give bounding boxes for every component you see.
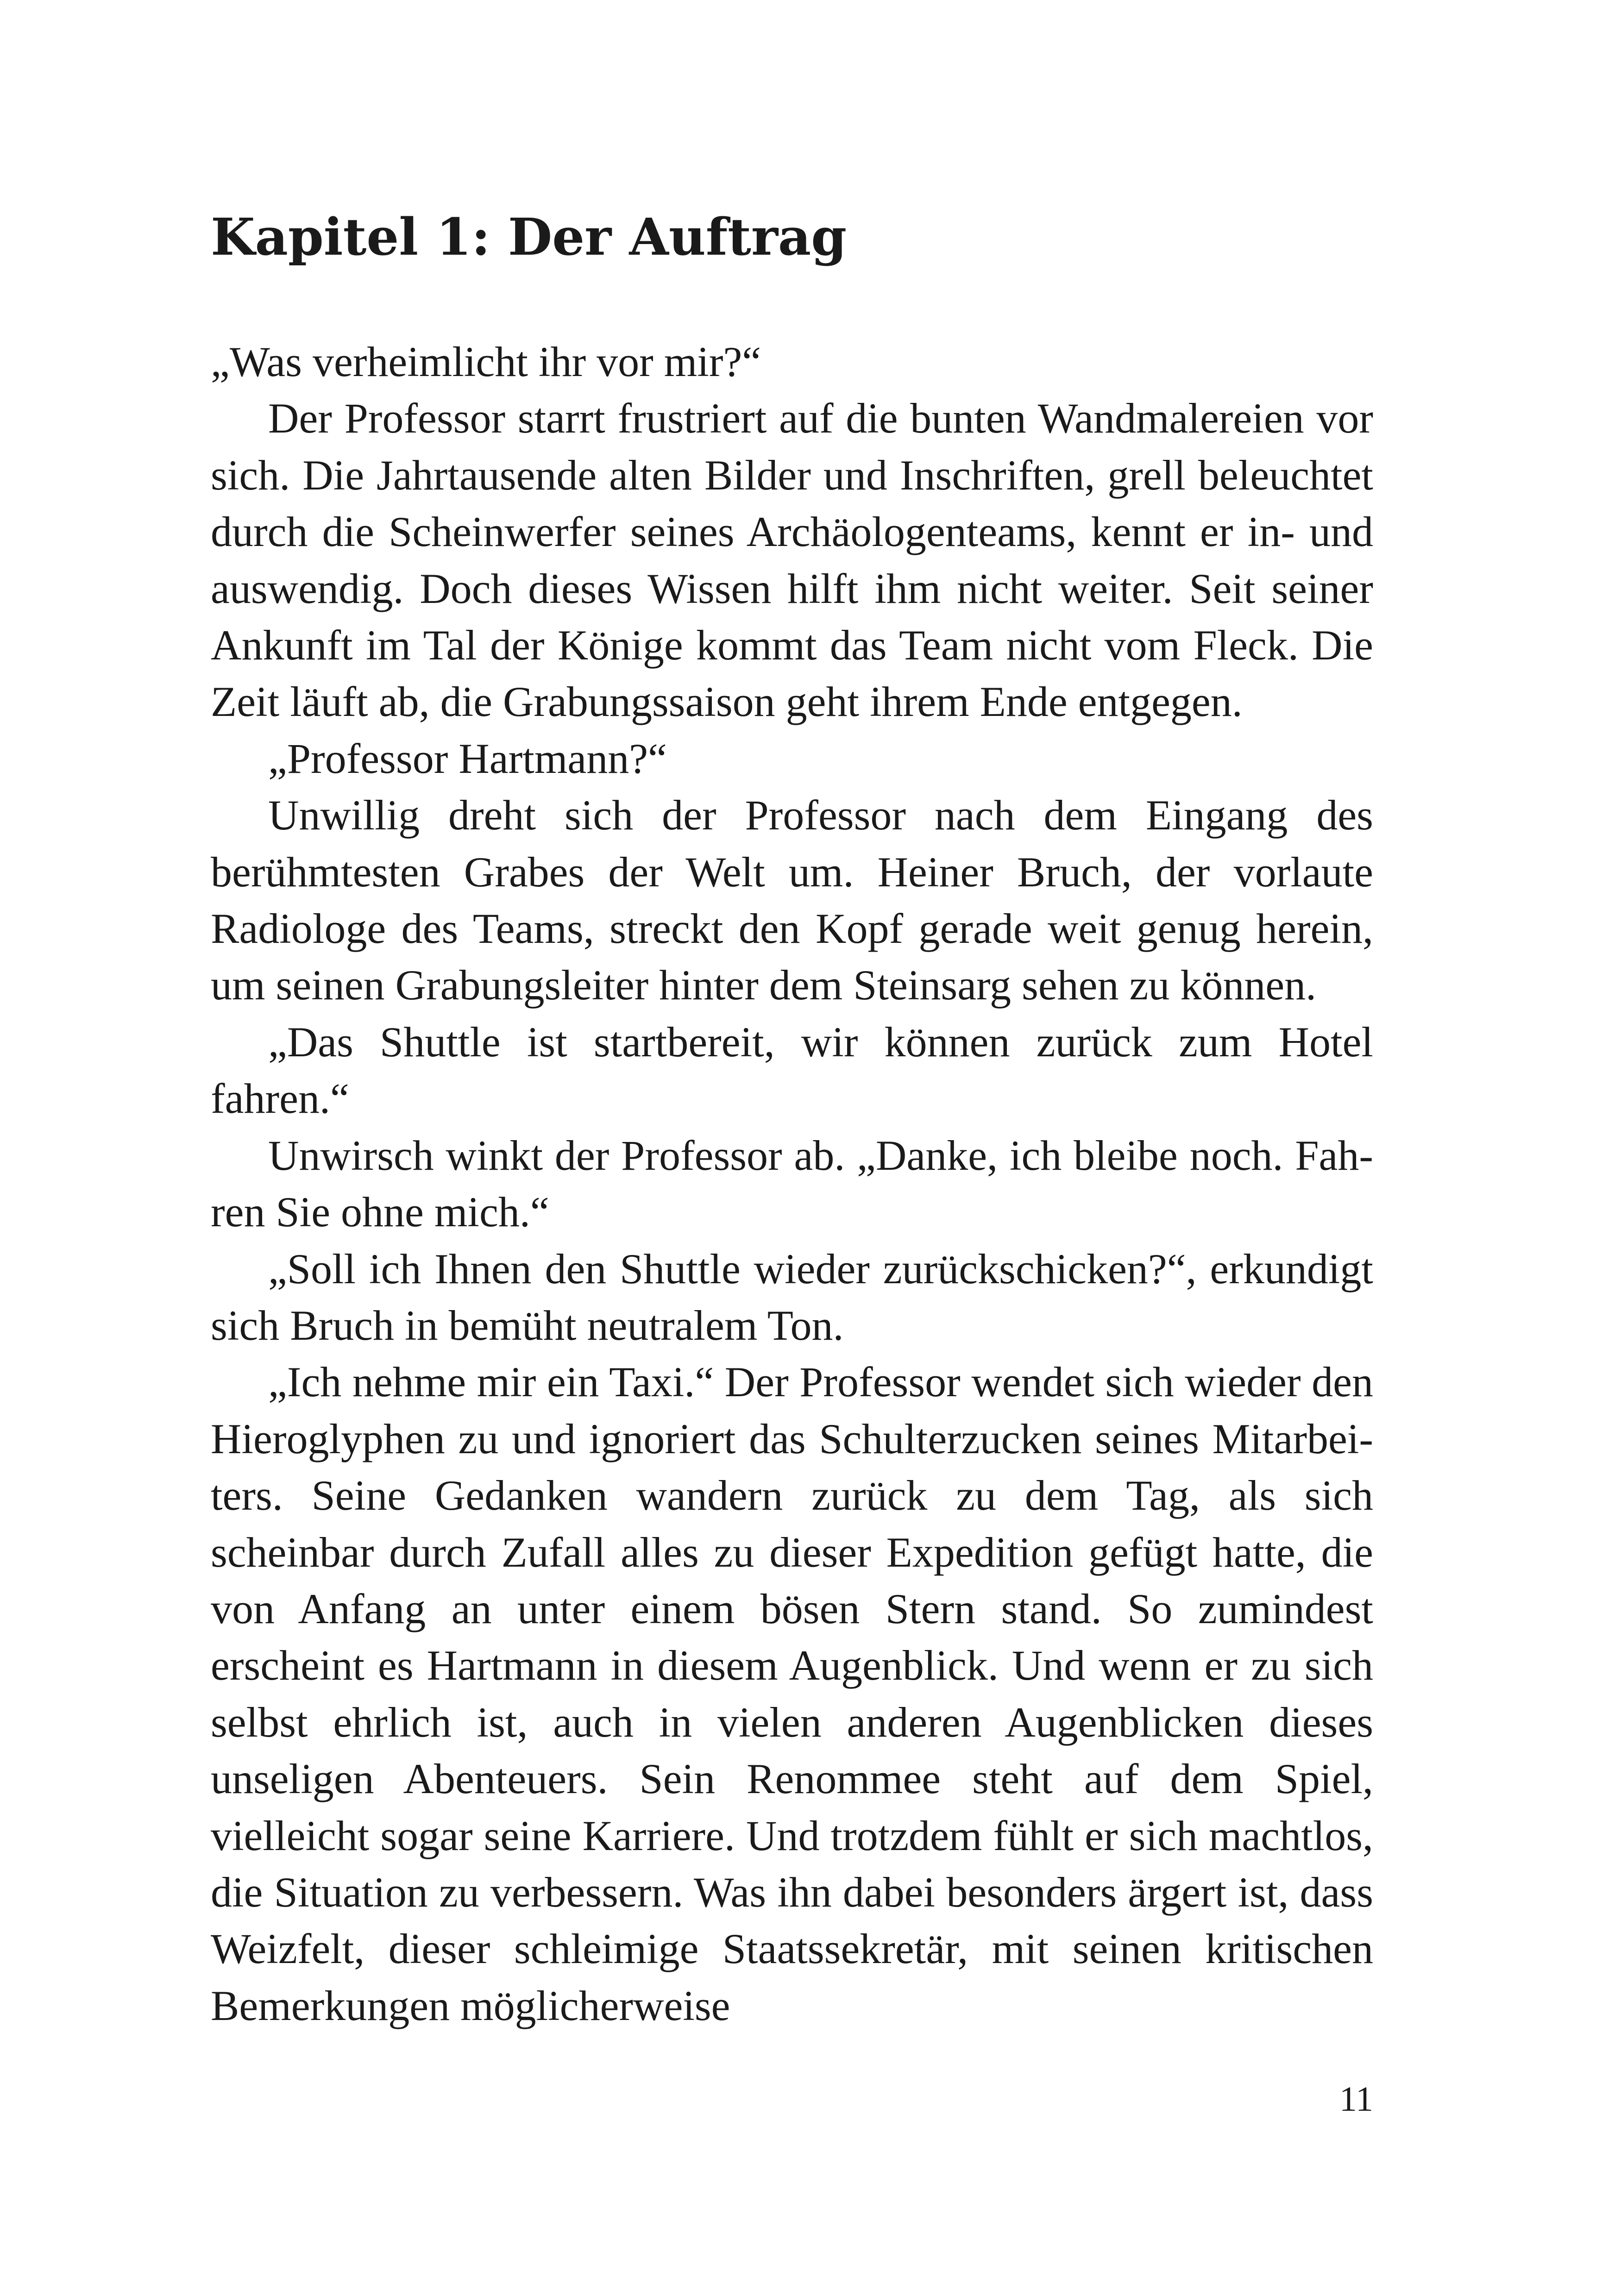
paragraph: „Soll ich Ihnen den Shuttle wieder zurückschicken?“, erkundigt sich Bruch in bemüht neutralem Ton. bbox=[211, 1245, 1373, 1349]
chapter-title: Kapitel 1: Der Auftrag bbox=[211, 207, 847, 267]
paragraph: Der Professor starrt frustriert auf die bunten Wandmalereien vor sich. Die Jahrtausende alten Bilder und Inschriften, grell beleuchtet durch die Scheinwerfer seines Archäologenteams, kennt er in- und auswendig. Doch dieses Wissen hilft ihm nicht weiter. Seit seiner Ankunft im Tal der Könige kommt das Team nicht vom Fleck. Die Zeit läuft ab, die Grabungssaison geht ihrem Ende entgegen. bbox=[211, 395, 1373, 726]
paragraph: Unwillig dreht sich der Professor nach dem Eingang des berühmtesten Grabes der Welt um. Heiner Bruch, der vorlaute Radiologe des Teams, streckt den Kopf gerade weit genug herein, um seinen Grabungsleiter hinter dem Steinsarg sehen zu können. bbox=[211, 791, 1373, 1009]
paragraph: „Was verheimlicht ihr vor mir?“ bbox=[211, 338, 761, 385]
paragraph: „Ich nehme mir ein Taxi.“ Der Professor wendet sich wieder den Hieroglyphen zu und ignoriert das Schulterzucken seines Mitarbeiters. Seine Gedanken wandern zurück zu dem Tag, als sich scheinbar durch Zufall alles zu dieser Expedition gefügt hatte, die von Anfang an unter einem bösen Stern stand. So zumindest erscheint es Hartmann in diesem Augenblick. Und wenn er zu sich selbst ehrlich ist, auch in vielen anderen Augenblicken dieses unseligen Abenteuers. Sein Renommee steht auf dem Spiel, vielleicht sogar seine Karriere. Und trotzdem fühlt er sich machtlos, die Situation zu verbessern. Was ihn dabei besonders ärgert ist, dass Weizfelt, dieser schleimige Staatssekretär, mit seinen kritischen Bemerkungen möglicherweise bbox=[211, 1358, 1373, 2029]
paragraph: Unwirsch winkt der Professor ab. „Danke, ich bleibe noch. Fahren Sie ohne mich.“ bbox=[211, 1131, 1373, 1236]
chapter-body bbox=[211, 333, 1373, 2034]
page-number: 11 bbox=[1339, 2080, 1373, 2119]
paragraph: „Das Shuttle ist startbereit, wir können zurück zum Hotel fahren.“ bbox=[211, 1018, 1373, 1123]
paragraph: „Professor Hartmann?“ bbox=[268, 734, 667, 782]
